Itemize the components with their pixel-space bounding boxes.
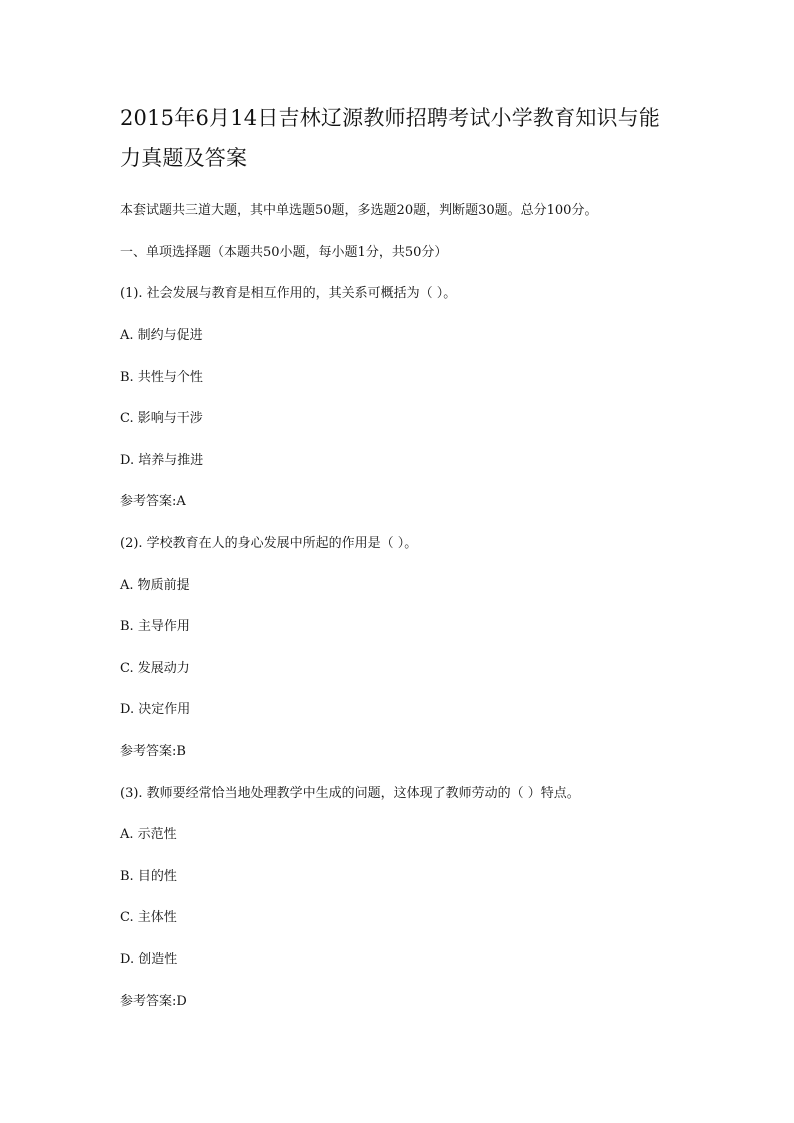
document-title: 2015年6月14日吉林辽源教师招聘考试小学教育知识与能力真题及答案	[120, 106, 661, 170]
option-c: C. 影响与干涉	[120, 411, 203, 426]
question-stem: (2). 学校教育在人的身心发展中所起的作用是（ ）。	[120, 536, 418, 551]
option-b: B. 共性与个性	[120, 370, 203, 385]
option-d: D. 培养与推进	[120, 453, 204, 468]
option-b: B. 目的性	[120, 869, 177, 884]
option-c: C. 发展动力	[120, 661, 190, 676]
option-d: D. 决定作用	[120, 702, 191, 717]
intro-text: 本套试题共三道大题，其中单选题50题，多选题20题，判断题30题。总分100分。	[120, 203, 598, 218]
answer-text: 参考答案:D	[120, 994, 187, 1009]
option-a: A. 制约与促进	[120, 328, 203, 343]
question-stem: (3). 教师要经常恰当地处理教学中生成的问题，这体现了教师劳动的（ ）特点。	[120, 786, 580, 801]
option-d: D. 创造性	[120, 952, 178, 967]
section-heading: 一、单项选择题（本题共50小题，每小题1分，共50分）	[120, 245, 448, 260]
option-c: C. 主体性	[120, 910, 177, 925]
option-a: A. 物质前提	[120, 578, 190, 593]
answer-text: 参考答案:B	[120, 744, 186, 759]
option-a: A. 示范性	[120, 827, 177, 842]
answer-text: 参考答案:A	[120, 494, 186, 509]
question-stem: (1). 社会发展与教育是相互作用的，其关系可概括为（ ）。	[120, 286, 457, 301]
option-b: B. 主导作用	[120, 619, 190, 634]
